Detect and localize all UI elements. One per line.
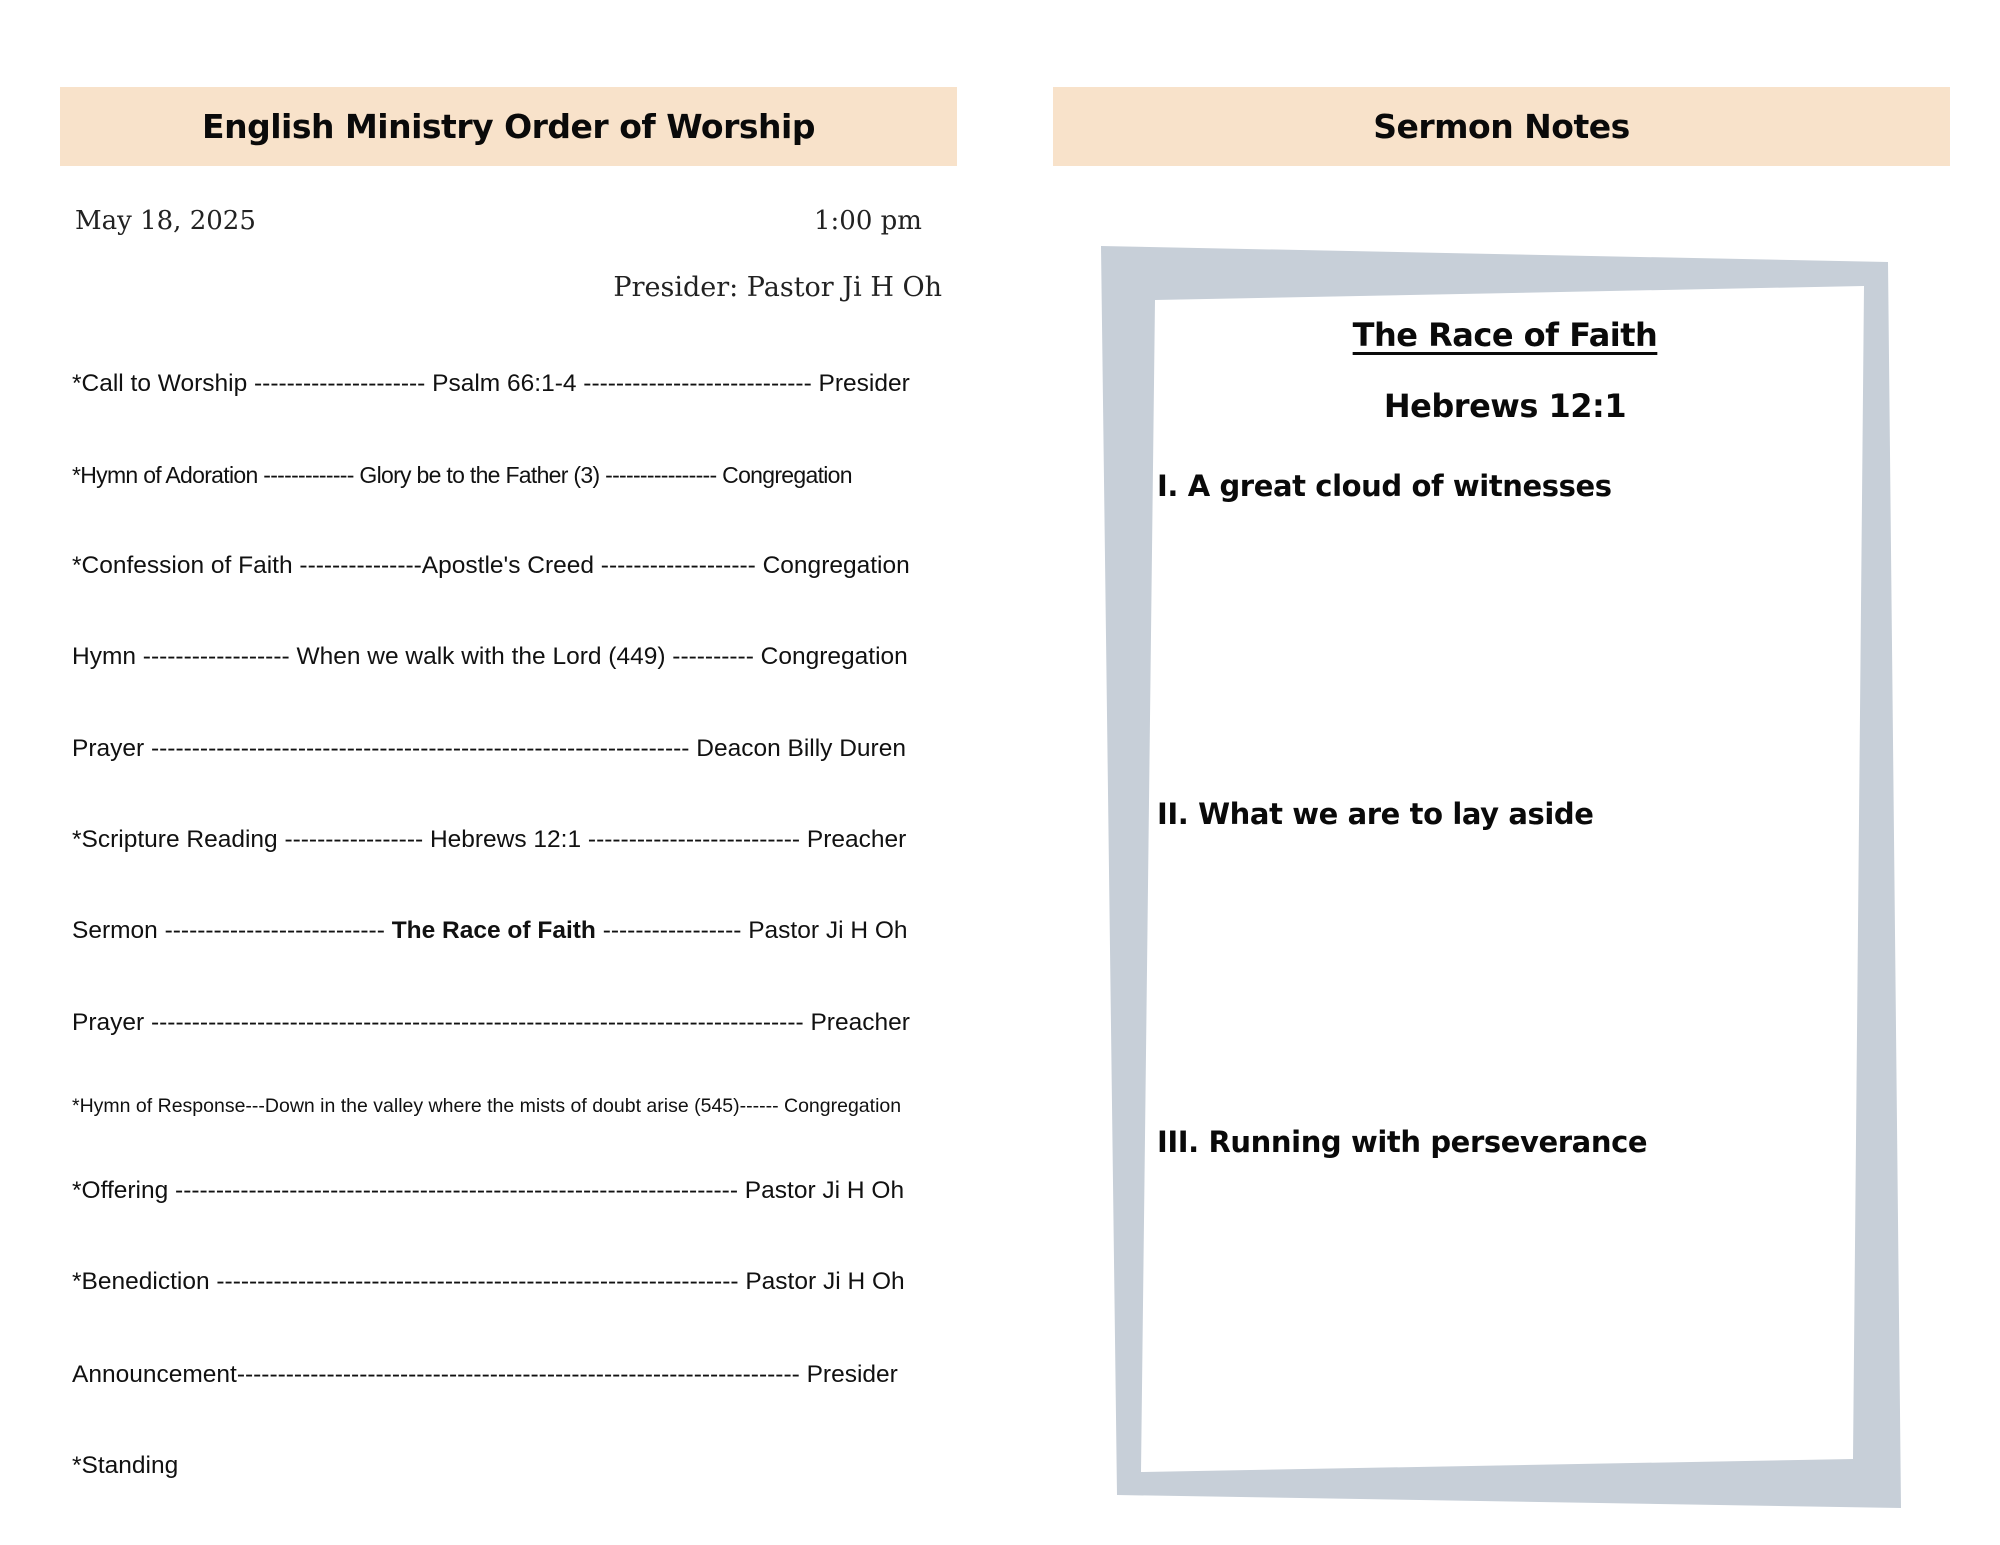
- frame-border: [1101, 246, 1901, 1508]
- sermon-notes-title: Sermon Notes: [1373, 107, 1630, 146]
- order-item-text: Announcement--------------------------------------------------------------------- Presider: [72, 1361, 898, 1388]
- service-date: May 18, 2025: [75, 206, 256, 236]
- service-time: 1:00 pm: [814, 206, 922, 236]
- order-item-text: Prayer ------------------------------------------------------------------ Deacon Billy Duren: [72, 735, 906, 762]
- order-item-text: *Scripture Reading ----------------- Hebrews 12:1 -------------------------- Preacher: [72, 826, 907, 853]
- sermon-notes-scripture: Hebrews 12:1: [1383, 387, 1627, 425]
- order-item-text: Prayer -------------------------------------------------------------------------------- Preacher: [72, 1009, 910, 1036]
- presider-line: Presider: Pastor Ji H Oh: [613, 272, 942, 303]
- order-item-text: *Confession of Faith ---------------Apostle's Creed ------------------- Congregation: [72, 552, 910, 579]
- order-item-text: Hymn ------------------ When we walk with the Lord (449) ---------- Congregation: [72, 643, 908, 670]
- order-item-text: *Hymn of Response---Down in the valley where the mists of doubt arise (545)------ Congregation: [72, 1095, 902, 1117]
- order-item-text: *Call to Worship --------------------- Psalm 66:1-4 ---------------------------- Presider: [72, 370, 910, 397]
- sermon-title-inline: The Race of Faith: [391, 917, 596, 944]
- order-item-text: Sermon ---------------------------: [72, 917, 392, 944]
- order-item-text: *Offering --------------------------------------------------------------------- Pastor Ji H Oh: [72, 1177, 905, 1204]
- sermon-point-3: III. Running with perseverance: [1157, 1125, 1648, 1159]
- sermon-notes-sermon-title: The Race of Faith: [1352, 316, 1658, 354]
- sermon-point-1: I. A great cloud of witnesses: [1157, 469, 1612, 503]
- sermon-point-2: II. What we are to lay aside: [1157, 797, 1594, 831]
- order-item-text: ----------------- Pastor Ji H Oh: [595, 917, 908, 944]
- order-item-text: *Hymn of Adoration ------------- Glory be to the Father (3) ---------------- Congregation: [72, 462, 852, 488]
- order-item-text: *Standing: [72, 1452, 179, 1479]
- order-of-worship-title: English Ministry Order of Worship: [202, 107, 815, 146]
- order-item-text: *Benediction ---------------------------------------------------------------- Pastor Ji H Oh: [72, 1268, 905, 1295]
